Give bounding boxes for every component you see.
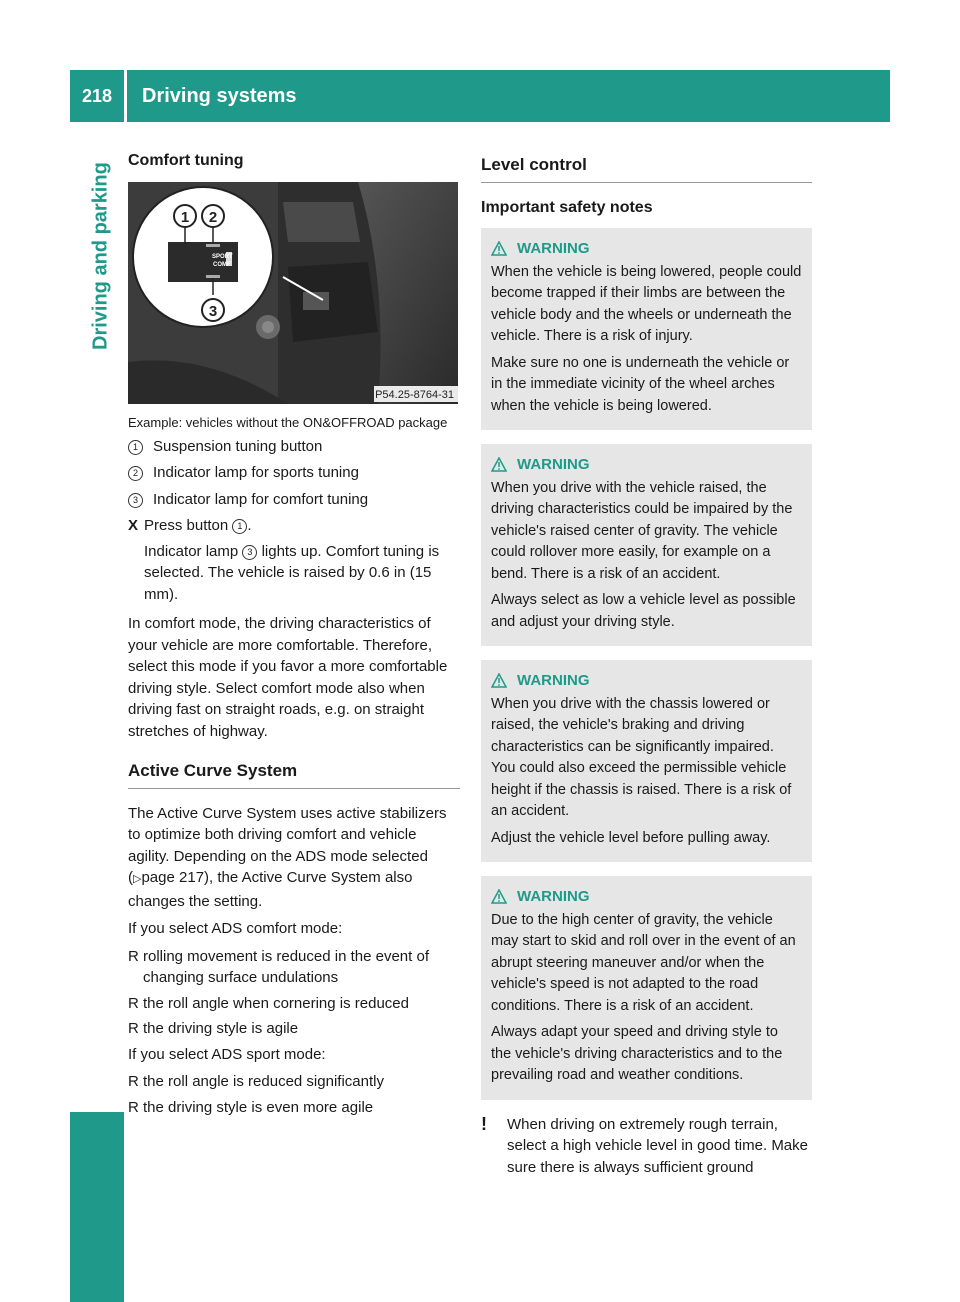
level-control-heading: Level control (481, 154, 812, 183)
warning-box (481, 876, 812, 1100)
step-result-text-2: lights up. Comfort tuning is selected. The vehicle is raised by 0.6 in (15 mm). (144, 542, 440, 603)
bullet-icon: R (128, 1098, 139, 1116)
warning-triangle-icon (491, 673, 507, 688)
warning-title: WARNING (491, 886, 802, 908)
step-result (128, 541, 460, 606)
figure-code: P54.25-8764-31 (375, 388, 454, 401)
warning-text: When you drive with the chassis lowered or raised, the vehicle's braking and driving characteristics can be significantly impaired. You could also exceed the permissible vehicle height if the chassis is raised. There is a risk of an accident. (491, 695, 792, 819)
bullet-icon: R (128, 947, 139, 965)
sport-mode-intro: If you select ADS sport mode: (128, 1045, 326, 1063)
warning-text: Due to the high center of gravity, the vehicle may start to skid and roll over in the event of an abrupt steering maneuver and/or when the vehicle's speed is not adapted to the road conditions. There is a risk of an accident. (491, 911, 796, 1014)
left-column (128, 150, 460, 1122)
callout-number: 1 (128, 440, 143, 455)
section-title: Driving systems (142, 84, 297, 107)
safety-notes-heading: Important safety notes (481, 198, 653, 216)
warning-box (481, 660, 812, 862)
callout-number: 3 (128, 493, 143, 508)
step-suffix: . (247, 517, 252, 534)
list-item (128, 436, 460, 458)
warning-box (481, 444, 812, 646)
step-result-text: Indicator lamp (144, 542, 239, 560)
step-text: Press button (144, 517, 229, 534)
side-chapter-tab (70, 1112, 124, 1302)
instruction-step (128, 515, 460, 537)
list-item (128, 462, 460, 484)
acs-paragraph: The Active Curve System uses active stabilizers to optimize both driving comfort and vehicle agility. Depending on the ADS mode selected (▷page 217), the Active Curve System also changes the setting. (128, 804, 447, 910)
side-chapter-label: Driving and parking (89, 162, 112, 350)
list-item: R the driving style is agile (128, 1018, 460, 1040)
callout-number: 3 (242, 545, 257, 560)
warning-text: Adjust the vehicle level before pulling away. (491, 829, 771, 846)
warning-text: When the vehicle is being lowered, people could become trapped if their limbs are between the vehicle body and the wheels or underneath the vehicle. There is a risk of injury. (491, 263, 802, 344)
bullet-icon: R (128, 1073, 139, 1090)
right-column (481, 150, 812, 1178)
notice (481, 1114, 812, 1179)
list-item-text: Indicator lamp for comfort tuning (153, 490, 369, 508)
list-item: R the driving style is even more agile (128, 1097, 460, 1119)
page-reference-link[interactable]: page 217 (141, 869, 205, 886)
warning-title: WARNING (491, 670, 802, 692)
page-number: 218 (81, 85, 113, 106)
warning-title: WARNING (491, 238, 802, 260)
comfort-tuning-heading: Comfort tuning (128, 152, 244, 169)
list-item: R rolling movement is reduced in the event of changing surface undulations (128, 946, 460, 989)
figure-sport-text: SPORT (212, 253, 233, 260)
list-item: R the roll angle is reduced significantly (128, 1071, 460, 1093)
warning-box (481, 228, 812, 430)
figure-label-1: 1 (180, 208, 190, 226)
callout-number: 1 (232, 519, 247, 534)
figure-comf-text: COMF (213, 261, 231, 268)
exclamation-icon: ! (481, 1113, 487, 1134)
warning-title: WARNING (491, 454, 802, 476)
warning-triangle-icon (491, 889, 507, 904)
bullet-icon: R (128, 1020, 139, 1037)
list-item-text: Indicator lamp for sports tuning (153, 464, 359, 481)
warning-text: Make sure no one is underneath the vehicle or in the immediate vicinity of the wheel arches when the vehicle is being lowered. (491, 354, 790, 414)
figure-label-3: 3 (208, 302, 218, 320)
callout-number: 2 (128, 466, 143, 481)
page-ref-icon: ▷ (133, 873, 142, 885)
warning-triangle-icon (491, 457, 507, 472)
header-divider (124, 70, 127, 122)
comfort-mode-paragraph: In comfort mode, the driving characteristics of your vehicle are more comfortable. Therefore, select this mode if you favor a more comfortable driving style. Select comfort mode also when driving fast on straight roads, e.g. on straight stretches of highway. (128, 615, 448, 740)
warning-triangle-icon (491, 241, 507, 256)
step-arrow-icon: X (128, 517, 139, 534)
warning-text: Always adapt your speed and driving style to the vehicle's driving characteristics and to the prevailing road and weather conditions. (491, 1024, 783, 1083)
figure-label-2: 2 (208, 208, 218, 226)
figure-caption: Example: vehicles without the ON&OFFROAD package (128, 414, 448, 430)
console-illustration (128, 182, 458, 404)
list-item: R the roll angle when cornering is reduced (128, 993, 460, 1015)
list-item-text: Suspension tuning button (153, 437, 323, 455)
active-curve-system-heading: Active Curve System (128, 760, 460, 789)
comfort-tuning-figure (128, 182, 458, 404)
warning-text: When you drive with the vehicle raised, the driving characteristics could be impaired by the vehicle's raised center of gravity. The vehicle could rollover more easily, for example on a bend. There is a risk of an accident. (491, 479, 793, 582)
list-item (128, 489, 460, 511)
comfort-mode-intro: If you select ADS comfort mode: (128, 920, 343, 937)
bullet-icon: R (128, 994, 139, 1012)
notice-text: When driving on extremely rough terrain, select a high vehicle level in good time. Make sure there is always sufficient ground (507, 1115, 808, 1176)
warning-text: Always select as low a vehicle level as possible and adjust your driving style. (491, 592, 796, 630)
